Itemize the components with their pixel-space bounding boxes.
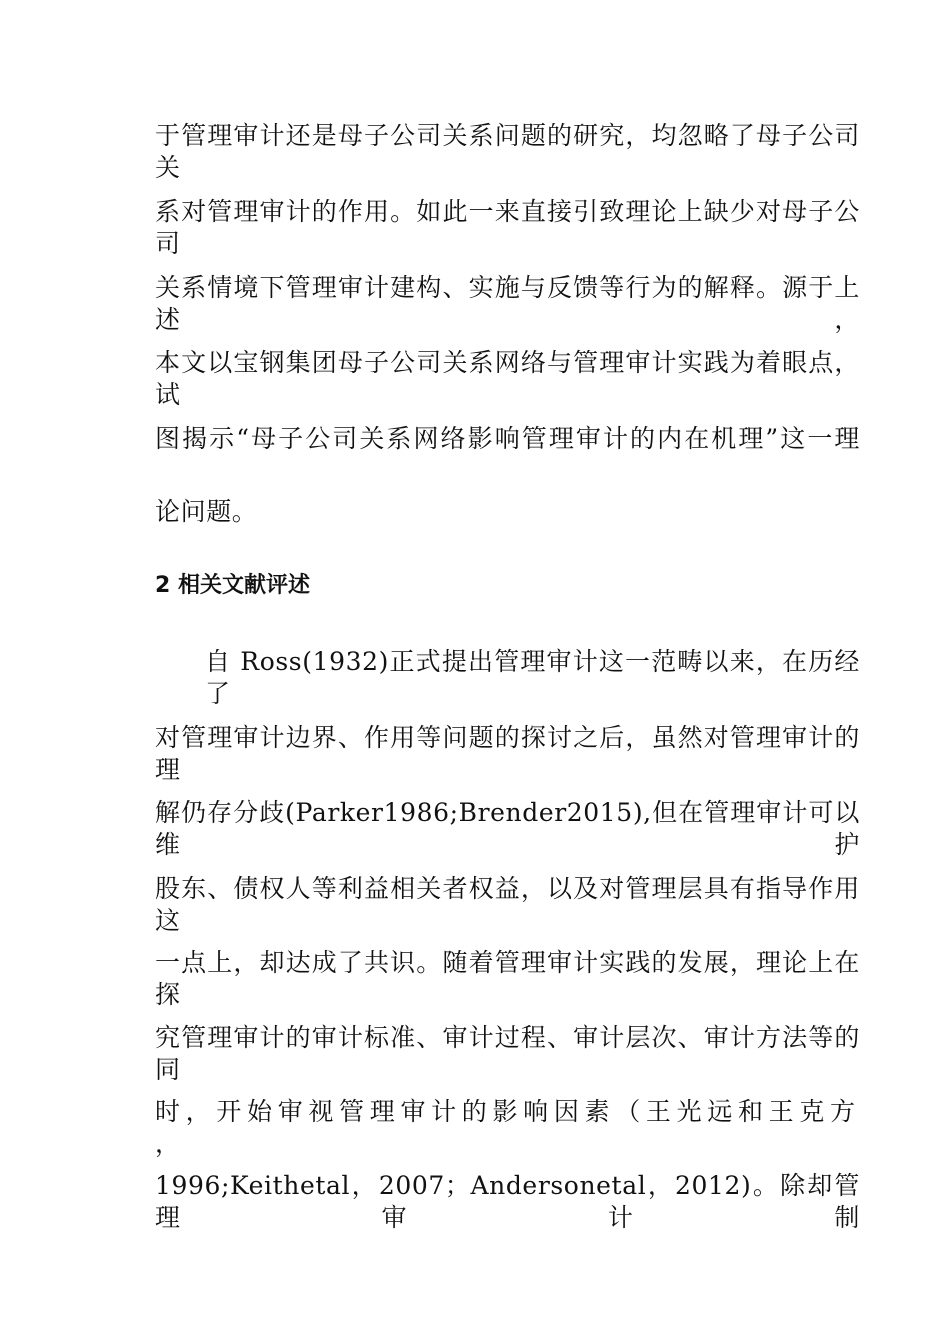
paragraph-2-line-6: 究管理审计的审计标准、审计过程、审计层次、审计方法等的同 — [155, 1023, 860, 1084]
paragraph-2-line-1: 自 Ross(1932)正式提出管理审计这一范畴以来，在历经了 — [205, 647, 860, 708]
paragraph-1-line-4: 本文以宝钢集团母子公司关系网络与管理审计实践为着眼点，试 — [155, 348, 860, 409]
paragraph-2-line-4: 股东、债权人等利益相关者权益，以及对管理层具有指导作用这 — [155, 874, 860, 935]
paragraph-1-line-3: 关系情境下管理审计建构、实施与反馈等行为的解释。源于上述， — [155, 273, 860, 334]
paragraph-1-line-2: 系对管理审计的作用。如此一来直接引致理论上缺少对母子公司 — [155, 197, 860, 258]
section-heading: 2 相关文献评述 — [155, 573, 310, 598]
paragraph-2-line-3: 解仍存分歧(Parker1986;Brender2015),但在管理审计可以维护 — [155, 798, 860, 859]
paragraph-1-line-1: 于管理审计还是母子公司关系问题的研究，均忽略了母子公司关 — [155, 121, 860, 182]
paragraph-2-line-5: 一点上，却达成了共识。随着管理审计实践的发展，理论上在探 — [155, 948, 860, 1009]
paragraph-1-line-5: 图揭示“母子公司关系网络影响管理审计的内在机理”这一理 — [155, 424, 860, 453]
paragraph-2-line-7: 时，开始审视管理审计的影响因素（王光远和王克方 ， — [155, 1097, 860, 1158]
paragraph-2-line-2: 对管理审计边界、作用等问题的探讨之后，虽然对管理审计的理 — [155, 723, 860, 784]
paragraph-2-line-8: 1996;Keithetal，2007；Andersonetal，2012)。除却管理审计制 — [155, 1171, 860, 1232]
paragraph-1-line-6: 论问题。 — [155, 497, 258, 526]
